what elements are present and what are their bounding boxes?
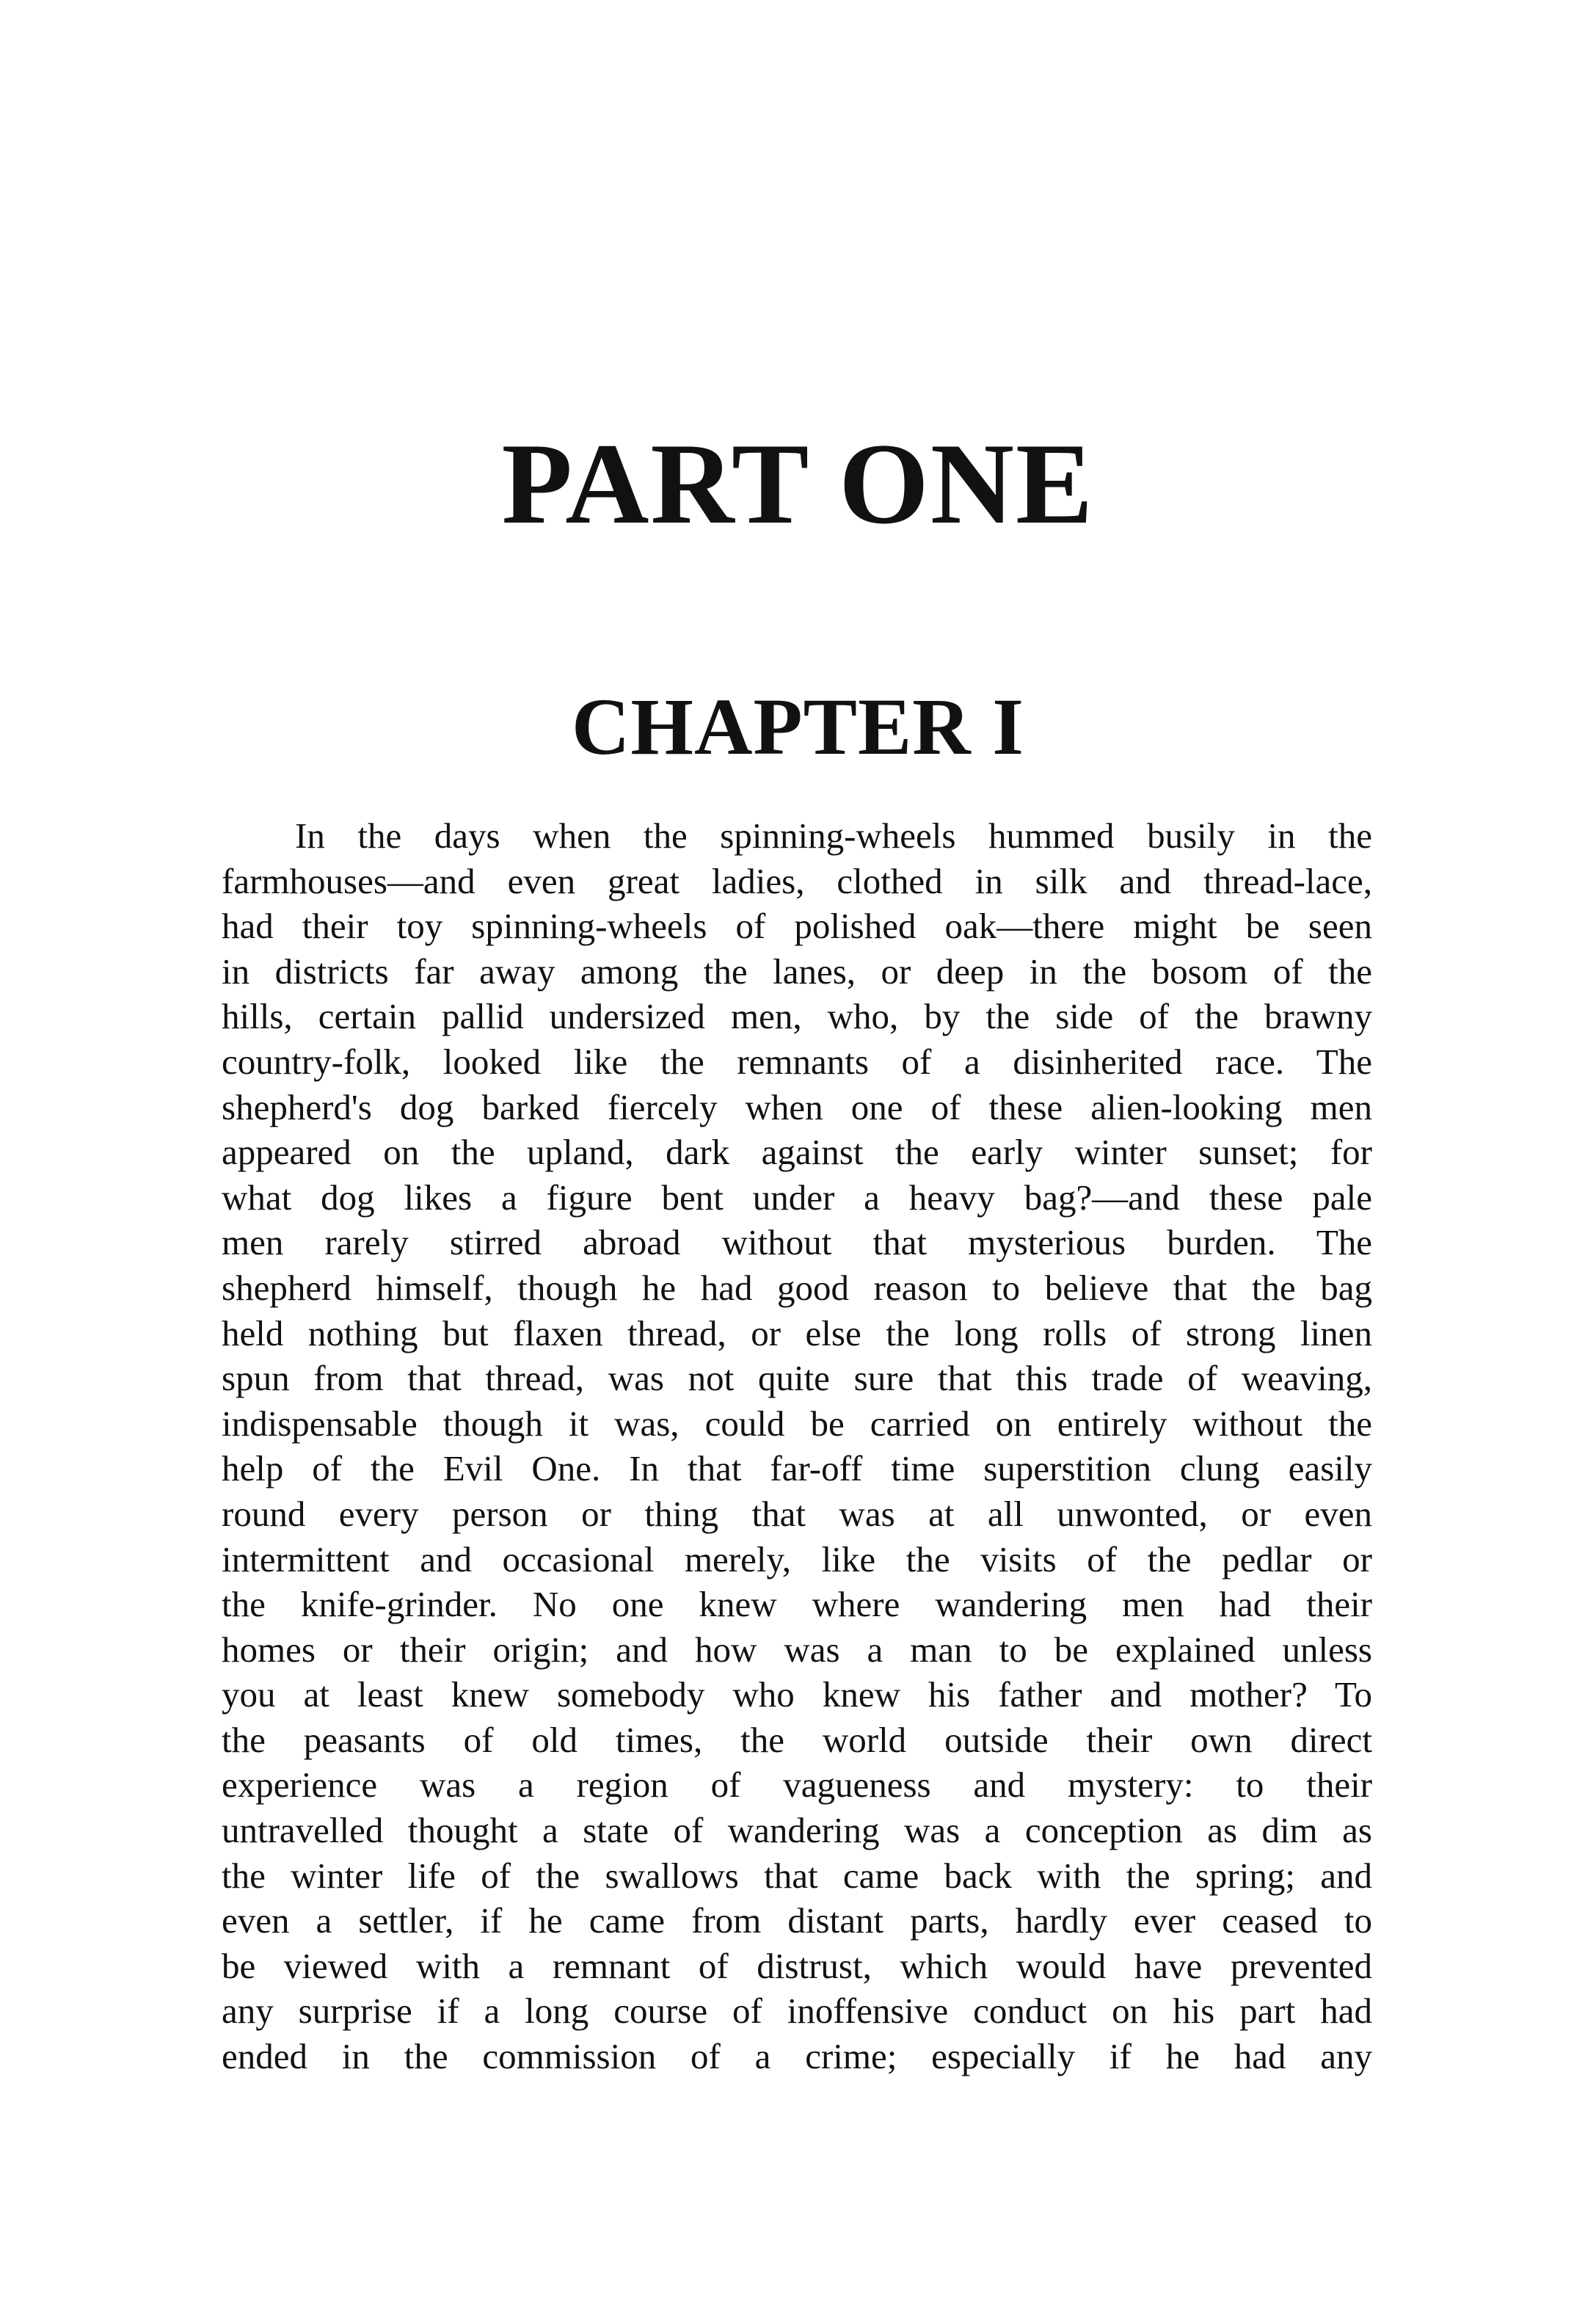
text-line: the knife-grinder. No one knew where wandering men had their bbox=[222, 1584, 1372, 1625]
text-line: men rarely stirred abroad without that mysterious burden. The bbox=[222, 1222, 1372, 1263]
text-line: round every person or thing that was at all unwonted, or even bbox=[222, 1493, 1372, 1534]
text-line: had their toy spinning-wheels of polished oak—there might be seen bbox=[222, 906, 1372, 947]
text-line: In the days when the spinning-wheels hummed busily in the bbox=[295, 815, 1372, 856]
chapter-body-text bbox=[222, 813, 1372, 2079]
text-line: be viewed with a remnant of distrust, which would have prevented bbox=[222, 1945, 1372, 1986]
text-line: appeared on the upland, dark against the early winter sunset; for bbox=[222, 1132, 1372, 1173]
text-line: indispensable though it was, could be carried on entirely without the bbox=[222, 1403, 1372, 1444]
text-line: farmhouses—and even great ladies, clothed in silk and thread-lace, bbox=[222, 860, 1372, 901]
text-line: any surprise if a long course of inoffensive conduct on his part had bbox=[222, 1991, 1372, 2032]
text-line: the peasants of old times, the world outside their own direct bbox=[222, 1719, 1372, 1760]
text-line: you at least knew somebody who knew his father and mother? To bbox=[222, 1674, 1372, 1715]
text-line: experience was a region of vagueness and mystery: to their bbox=[222, 1764, 1372, 1806]
text-line: help of the Evil One. In that far-off time superstition clung easily bbox=[222, 1448, 1372, 1489]
text-line: country-folk, looked like the remnants of a disinherited race. The bbox=[222, 1041, 1372, 1082]
text-line: shepherd himself, though he had good reason to believe that the bag bbox=[222, 1267, 1372, 1308]
part-title: PART ONE bbox=[501, 420, 1095, 548]
text-line: spun from that thread, was not quite sure that this trade of weaving, bbox=[222, 1358, 1372, 1399]
text-line: shepherd's dog barked fiercely when one of these alien-looking men bbox=[222, 1086, 1372, 1127]
chapter-title: CHAPTER I bbox=[571, 682, 1025, 771]
text-line: even a settler, if he came from distant parts, hardly ever ceased to bbox=[222, 1900, 1372, 1941]
text-line: untravelled thought a state of wandering was a conception as dim as bbox=[222, 1810, 1372, 1851]
text-line: ended in the commission of a crime; especially if he had any bbox=[222, 2036, 1372, 2077]
text-line: the winter life of the swallows that came back with the spring; and bbox=[222, 1855, 1372, 1896]
text-line: in districts far away among the lanes, or deep in the bosom of the bbox=[222, 950, 1372, 992]
text-line: homes or their origin; and how was a man to be explained unless bbox=[222, 1629, 1372, 1670]
text-line: what dog likes a figure bent under a heavy bag?—and these pale bbox=[222, 1177, 1372, 1218]
text-line: intermittent and occasional merely, like the visits of the pedlar or bbox=[222, 1538, 1372, 1579]
text-line: hills, certain pallid undersized men, who, by the side of the brawny bbox=[222, 996, 1372, 1037]
text-line: held nothing but flaxen thread, or else the long rolls of strong linen bbox=[222, 1312, 1372, 1353]
